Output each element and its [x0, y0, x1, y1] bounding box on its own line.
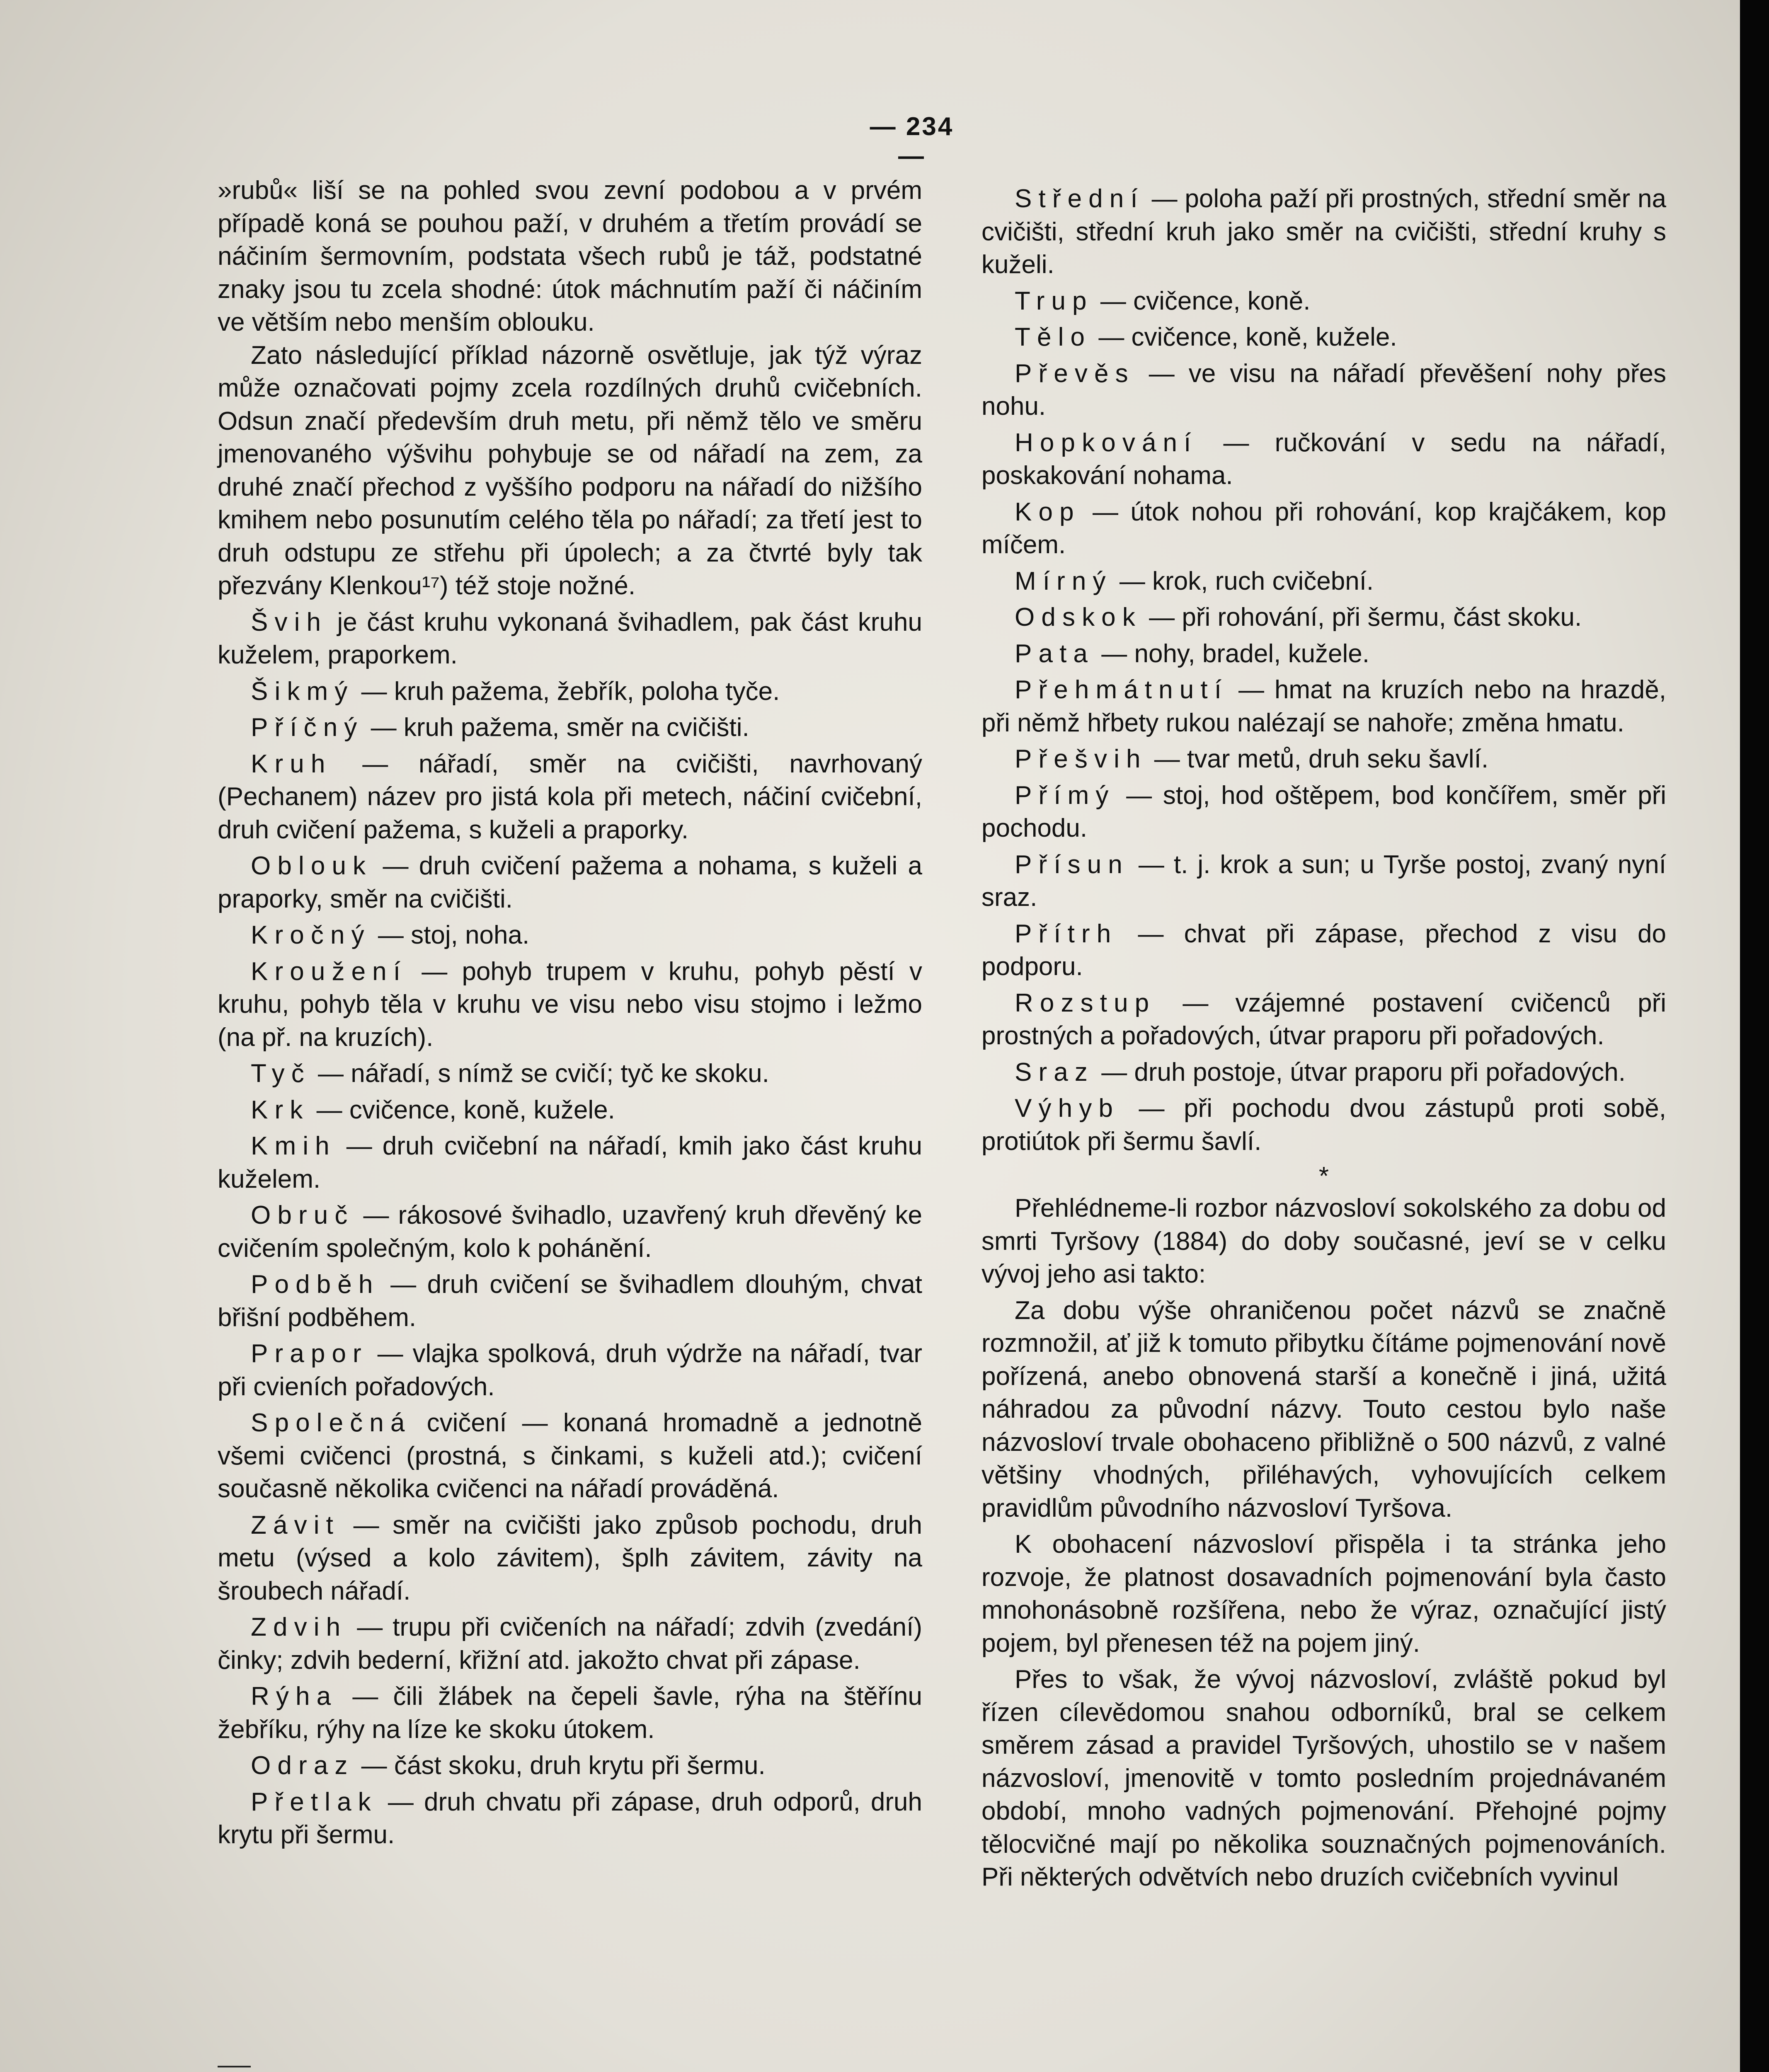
glossary-term: Tyč: [251, 1059, 311, 1088]
glossary-entry: [218, 1268, 922, 1334]
glossary-entry: [981, 565, 1666, 598]
glossary-definition: — nohy, bradel, kužele.: [1094, 639, 1370, 668]
glossary-definition: — tvar metů, druh seku šavlí.: [1147, 745, 1489, 773]
glossary-definition: — krok, ruch cvičební.: [1112, 566, 1374, 595]
glossary-term: Přímý: [1015, 781, 1115, 810]
glossary-term: Přítrh: [1015, 919, 1118, 948]
glossary-term: Hopkování: [1015, 428, 1198, 457]
glossary-term: Oblouk: [251, 852, 373, 880]
glossary-entry: [218, 1406, 922, 1506]
glossary-definition: — ve visu na nářadí převěšení nohy přes nohu.: [981, 359, 1666, 421]
glossary-entry: [218, 955, 922, 1054]
glossary-entry: [981, 285, 1666, 318]
glossary-entry: [218, 748, 922, 847]
glossary-entry: [981, 743, 1666, 776]
glossary-definition: je část kruhu vykonaná švihadlem, pak část kruhu kuželem, praporkem.: [218, 608, 922, 669]
glossary-entry: [981, 1092, 1666, 1158]
glossary-definition: cvičení — konaná hromadně a jednotně všemi cvičenci (prostná, s činkami, s kuželi atd.); cvičení současně několika cvičenci na nářadí prováděná.: [218, 1409, 922, 1503]
glossary-term: Krk: [251, 1095, 310, 1124]
glossary-entry: [218, 1611, 922, 1677]
glossary-definition: — nářadí, s nímž se cvičí; tyč ke skoku.: [310, 1059, 769, 1088]
glossary-term: Přetlak: [251, 1787, 378, 1816]
glossary-entry: [981, 601, 1666, 634]
glossary-definition: — druh postoje, útvar praporu při pořadových.: [1094, 1058, 1626, 1087]
paragraph: K obohacení názvosloví přispěla i ta stránka jeho rozvoje, že platnost dosavadních pojmenování byla často mnohonásobně rozšířena, nebo že výraz, označující jistý pojem, byl přenesen též na pojem jiný.: [981, 1530, 1666, 1658]
glossary-term: Společná: [251, 1409, 412, 1437]
glossary-term: Odraz: [251, 1751, 354, 1780]
glossary-definition: — t. j. krok a sun; u Tyrše postoj, zvaný nyní sraz.: [981, 850, 1666, 912]
glossary-term: Odskok: [1015, 603, 1142, 632]
glossary-term: Rýha: [251, 1682, 338, 1711]
left-column: [218, 174, 922, 1852]
glossary-term: Přísun: [1015, 850, 1129, 879]
glossary-entry: [218, 919, 922, 952]
glossary-entry: [218, 606, 922, 672]
glossary-entry: [981, 917, 1666, 983]
glossary-term: Přehmátnutí: [1015, 675, 1229, 704]
glossary-term: Sraz: [1015, 1058, 1094, 1087]
paragraph: Přes to však, že vývoj názvosloví, zvláště pokud byl řízen cílevědomou snahou odborníků, bral se celkem směrem zásad a pravidel Tyršových, uhostilo se v našem názvosloví, jmenovitě v tomto posledním projednávaném období, mnoho vadných pojmenování. Přehojné pojmy tělocvičné mají po několika souznačných pojmenováních. Při některých odvětvích nebo druzích cvičebních vyvinul: [981, 1665, 1666, 1891]
glossary-definition: — chvat při zápase, přechod z visu do podporu.: [981, 919, 1666, 981]
glossary-definition: — kruh pažema, žebřík, poloha tyče.: [354, 677, 780, 706]
glossary-entry: [218, 1130, 922, 1196]
glossary-term: Švih: [251, 608, 328, 637]
glossary-definition: — cvičence, koně.: [1093, 286, 1311, 315]
glossary-term: Trup: [1015, 286, 1093, 315]
section-separator: *: [1318, 1162, 1329, 1191]
glossary-definition: — nářadí, směr na cvičišti, navrhovaný (Pechanem) název pro jistá kola při metech, náčiní cvičební, druh cvičení pažema, s kuželi a praporky.: [218, 749, 922, 844]
glossary-definition: — útok nohou při rohování, kop krajčákem, kop míčem.: [981, 497, 1666, 559]
glossary-definition: — trupu při cvičeních na nářadí; zdvih (zvedání) činky; zdvih bederní, křižní atd. jakožto chvat při zápase.: [218, 1613, 922, 1675]
glossary-definition: — ručkování v sedu na nářadí, poskakování nohama.: [981, 428, 1666, 490]
glossary-definition: — směr na cvičišti jako způsob pochodu, druh metu (výsed a kolo závitem), šplh závitem, závity na šroubech nářadí.: [218, 1510, 922, 1605]
paragraph: »rubů« liší se na pohled svou zevní podobou a v prvém případě koná se pouhou paží, v druhém a třetím provádí se náčiním šermovním, podstata všech rubů je táž, podstatné znaky jsou tu zcela shodné: útok máchnutím paží či náčiním ve větším nebo menším oblouku.: [218, 176, 922, 336]
glossary-entry: [981, 637, 1666, 670]
glossary-entry: [218, 1057, 922, 1090]
glossary-definition: — vzájemné postavení cvičenců při prostných a pořadových, útvar praporu při pořadových.: [981, 988, 1666, 1050]
glossary-term: Tělo: [1015, 323, 1092, 351]
glossary-entry: [981, 1056, 1666, 1089]
glossary-entry: [981, 779, 1666, 845]
glossary-entry: [981, 182, 1666, 281]
footnote-rule: [218, 2066, 251, 2067]
glossary-definition: — vlajka spolková, druh výdrže na nářadí, tvar při cvieních pořadových.: [218, 1339, 922, 1401]
glossary-entry: [218, 850, 922, 915]
glossary-term: Převěs: [1015, 359, 1135, 388]
glossary-term: Kop: [1015, 497, 1081, 526]
glossary-entry: [218, 1337, 922, 1403]
glossary-entry: [981, 321, 1666, 354]
glossary-definition: — druh chvatu při zápase, druh odporů, druh krytu při šermu.: [218, 1787, 922, 1849]
glossary-definition: — druh cvičení pažema a nohama, s kuželi a praporky, směr na cvičišti.: [218, 852, 922, 913]
glossary-definition: — stoj, noha.: [371, 921, 530, 949]
glossary-entry: [218, 1094, 922, 1127]
glossary-term: Kruh: [251, 749, 332, 778]
glossary-entry: [218, 1199, 922, 1265]
glossary-term: Mírný: [1015, 566, 1112, 595]
glossary-entry: [981, 673, 1666, 739]
glossary-term: Podběh: [251, 1270, 380, 1299]
glossary-definition: — při rohování, při šermu, část skoku.: [1141, 603, 1582, 632]
glossary-term: Rozstup: [1015, 988, 1156, 1017]
glossary-definition: — cvičence, koně, kužele.: [309, 1095, 615, 1124]
glossary-entry: [981, 496, 1666, 562]
glossary-entry: [218, 675, 922, 708]
scan-edge-right: [1740, 0, 1769, 2072]
glossary-definition: — při pochodu dvou zástupů proti sobě, protiútok při šermu šavlí.: [981, 1094, 1666, 1156]
glossary-term: Kmih: [251, 1132, 336, 1160]
glossary-definition: — druh cvičební na nářadí, kmih jako část kruhu kuželem.: [218, 1132, 922, 1193]
glossary-definition: — cvičence, koně, kužele.: [1091, 323, 1397, 351]
glossary-entry: [981, 357, 1666, 423]
glossary-term: Prapor: [251, 1339, 368, 1368]
glossary-term: Závit: [251, 1510, 340, 1539]
glossary-definition: — rákosové švihadlo, uzavřený kruh dřevěný ke cvičením společným, kolo k pohánění.: [218, 1201, 922, 1263]
glossary-entry: [218, 1749, 922, 1782]
glossary-term: Šikmý: [251, 677, 354, 706]
glossary-term: Kročný: [251, 921, 371, 949]
glossary-entry: [218, 1680, 922, 1746]
glossary-entry: [218, 1509, 922, 1608]
glossary-entry: [218, 1786, 922, 1852]
glossary-definition: — kruh pažema, směr na cvičišti.: [363, 713, 749, 742]
glossary-entry: [981, 426, 1666, 492]
glossary-term: Příčný: [251, 713, 364, 742]
glossary-term: Střední: [1015, 184, 1144, 213]
glossary-term: Kroužení: [251, 957, 407, 986]
glossary-definition: — část skoku, druh krytu při šermu.: [354, 1751, 766, 1780]
glossary-definition: — stoj, hod oštěpem, bod končířem, směr při pochodu.: [981, 781, 1666, 842]
glossary-term: Pata: [1015, 639, 1095, 668]
glossary-term: Přešvih: [1015, 745, 1147, 773]
glossary-definition: — poloha paží při prostných, střední směr na cvičišti, střední kruh jako směr na cvičišti, střední kruhy s kuželi.: [981, 184, 1666, 279]
glossary-definition: — druh cvičení se švihadlem dlouhým, chvat břišní podběhem.: [218, 1270, 922, 1332]
glossary-term: Výhyb: [1015, 1094, 1120, 1123]
paragraph: Za dobu výše ohraničenou počet názvů se značně rozmnožil, ať již k tomuto přibytku čítáme pojmenování nově pořízená, anebo obnovená starší a konečně i jiná, užitá náhradou za původní názvy. Touto cestou bylo naše názvosloví trvale obohaceno přibližně o 500 názvů, z valné většiny vhodných, přiléhavých, vyhovujících celkem pravidlům původního názvosloví Tyršova.: [981, 1296, 1666, 1523]
glossary-entry: [218, 711, 922, 744]
glossary-definition: — čili žlábek na čepeli šavle, rýha na štěřínu žebříku, rýhy na líze ke skoku útokem.: [218, 1682, 922, 1744]
glossary-definition: — hmat na kruzích nebo na hrazdě, při němž hřbety rukou nalézají se nahoře; změna hmatu.: [981, 675, 1666, 737]
right-column: [981, 182, 1666, 1894]
paragraph: Zato následující příklad názorně osvětluje, jak týž výraz může označovati pojmy zcela rozdílných druhů cvičebních. Odsun značí především druh metu, při němž tělo ve směru jmenovaného výšvihu pohybuje se od nářadí na zem, za druhé značí přechod z vyššího podporu na nářadí do nižšího kmihem nebo posunutím celého těla po nářadí; za třetí jest to druh odstupu ze střehu při úpolech; a za čtvrté byly tak přezvány Klenkou¹⁷) též stoje nožné.: [218, 341, 922, 600]
glossary-entry: [981, 987, 1666, 1053]
paragraph: Přehlédneme-li rozbor názvosloví sokolského za dobu od smrti Tyršovy (1884) do doby současné, jeví se v celku vývoj jeho asi takto:: [981, 1194, 1666, 1288]
page-number: — 234 —: [870, 112, 954, 170]
glossary-definition: — pohyb trupem v kruhu, pohyb pěstí v kruhu, pohyb těla v kruhu ve visu nebo visu stojmo i ležmo (na př. na kruzích).: [218, 957, 922, 1052]
glossary-term: Obruč: [251, 1201, 354, 1230]
glossary-term: Zdvih: [251, 1613, 347, 1641]
glossary-entry: [981, 848, 1666, 914]
